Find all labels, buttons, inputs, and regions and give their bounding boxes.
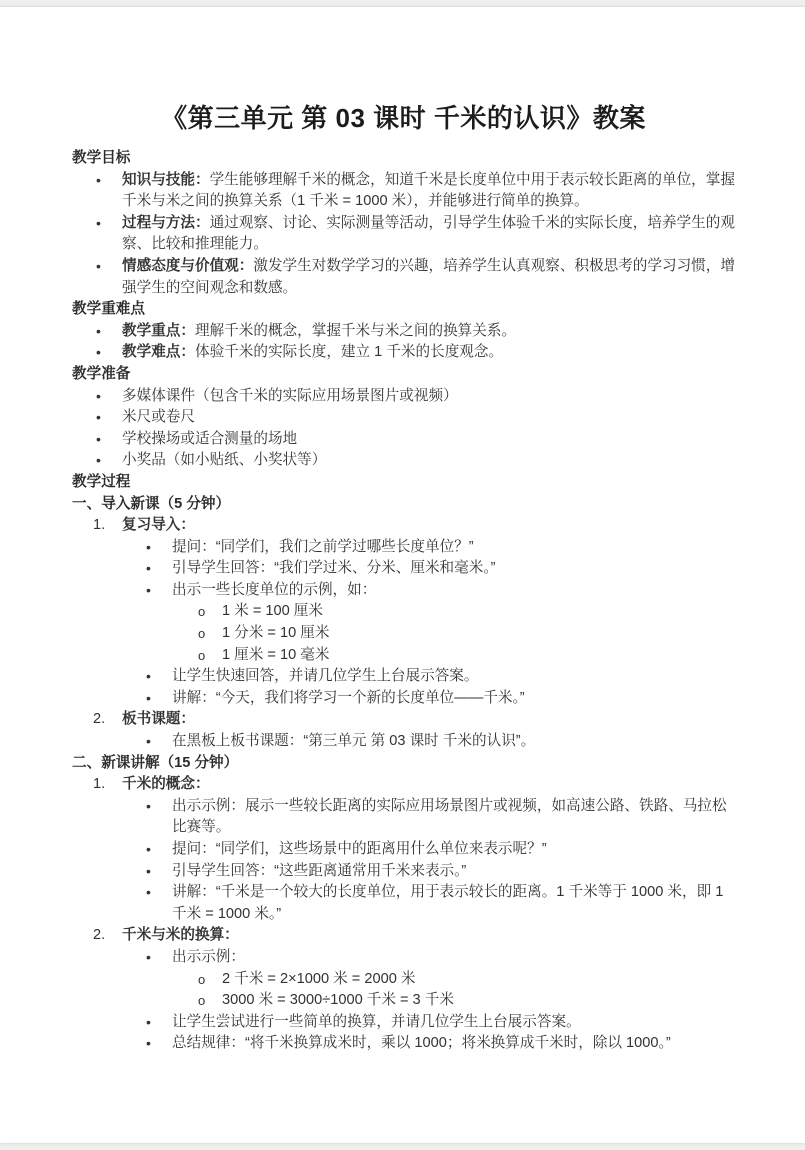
item-text: 学校操场或适合测量的场地 [122,430,298,447]
item-label: 知识与技能： [122,171,210,188]
item-label: 千米的概念： [122,776,210,793]
list-item [72,882,735,925]
item-text: 出示示例： [172,948,245,965]
item-content [72,774,735,796]
bullet-icon: • [96,344,101,361]
item-content [72,407,735,429]
item-text: 3000 米 = 3000÷1000 千米 = 3 千米 [222,992,454,1009]
subsection-heading: 二、新课讲解（15 分钟） [72,754,239,771]
list-item [72,796,735,839]
item-text: 体验千米的实际长度，建立 1 千米的长度观念。 [194,344,504,361]
list-item [72,558,735,580]
item-label: 情感态度与价值观： [122,257,254,274]
list-item [72,601,735,623]
item-content [72,947,735,969]
list-item [72,537,735,559]
item-label: 教学重点： [122,322,195,339]
item-text: 米尺或卷尺 [122,409,195,426]
list-item [72,623,735,645]
subsection-heading: 一、导入新课（5 分钟） [72,495,231,512]
item-text: 让学生尝试进行一些简单的换算，并请几位学生上台展示答案。 [172,1013,581,1030]
item-content [72,645,735,667]
item-content [72,170,735,213]
circle-icon: o [198,971,206,987]
list-item [72,1012,735,1034]
item-content [72,601,735,623]
bullet-icon: • [96,430,101,447]
item-text: 引导学生回答：“我们学过米、分米、厘米和毫米。” [172,560,496,577]
section-heading: 教学过程 [72,473,131,490]
item-text: 让学生快速回答，并请几位学生上台展示答案。 [172,668,479,685]
item-content [72,450,735,472]
circle-icon: o [198,993,206,1009]
item-label: 千米与米的换算： [122,927,239,944]
item-content [72,213,735,256]
list-item [72,407,735,429]
item-text: 在黑板上板书课题：“第三单元 第 03 课时 千米的认识”。 [172,733,536,750]
item-content [72,666,735,688]
item-content [72,558,735,580]
item-content [72,688,735,710]
item-text: 总结规律：“将千米换算成米时，乘以 1000；将米换算成千米时，除以 1000。” [172,1035,671,1052]
list-item [72,947,735,969]
bullet-icon: • [146,862,151,879]
item-content [72,623,735,645]
bullet-icon: • [96,452,101,469]
list-item [72,774,735,796]
item-content [72,580,735,602]
document-title: 《第三单元 第 03 课时 千米的认识》教案 [161,103,646,133]
bullet-icon: • [146,884,151,901]
bullet-icon: • [146,538,151,555]
list-item [72,969,735,991]
item-text: 讲解：“千米是一个较大的长度单位，用于表示较长的距离。1 千米等于 1000 米，即 1 千米 = 1000 米。” [172,884,724,922]
bullet-icon: • [146,689,151,706]
item-content [72,990,735,1012]
list-item [72,688,735,710]
item-content [72,321,735,343]
list-item [72,666,735,688]
item-content [72,796,735,839]
item-text: 1 分米 = 10 厘米 [222,625,330,642]
bullet-icon: • [146,733,151,750]
list-item [72,213,735,256]
item-content [72,1033,735,1055]
list-item [72,839,735,861]
item-content [72,256,735,299]
bullet-icon: • [146,1013,151,1030]
item-text: 提问：“同学们，这些场景中的距离用什么单位来表示呢？” [172,841,547,857]
bullet-icon: • [146,581,151,598]
item-text: 1 厘米 = 10 毫米 [222,646,330,663]
bullet-icon: • [96,409,101,426]
circle-icon: o [198,647,206,663]
circle-icon: o [198,626,206,642]
list-item [72,990,735,1012]
item-content [72,386,735,408]
bullet-icon: • [146,841,151,857]
item-label: 过程与方法： [122,214,210,231]
item-label: 复习导入： [122,517,195,534]
item-number: 1. [93,517,106,534]
list-item [72,429,735,451]
item-content [72,882,735,925]
bullet-icon: • [146,1035,151,1052]
bullet-icon: • [146,797,151,814]
bullet-icon: • [96,387,101,404]
item-text: 多媒体课件（包含千米的实际应用场景图片或视频） [122,387,458,404]
item-text: 2 千米 = 2×1000 米 = 2000 米 [222,970,416,987]
item-content [72,515,735,537]
item-text: 通过观察、讨论、实际测量等活动，引导学生体验千米的实际长度，培养学生的观察、比较和推理能力。 [122,214,735,253]
list-item [72,645,735,667]
item-content [72,1012,735,1034]
bullet-icon: • [146,948,151,965]
item-content [72,839,735,861]
item-text: 1 米 = 100 厘米 [222,603,323,620]
item-content [72,342,735,364]
item-content [72,969,735,991]
circle-icon: o [198,604,206,620]
list-item [72,925,735,947]
list-item [72,1033,735,1055]
list-item [72,731,735,753]
bullet-icon: • [146,560,151,577]
item-text: 引导学生回答：“这些距离通常用千米来表示。” [172,862,467,879]
item-text: 理解千米的概念，掌握千米与米之间的换算关系。 [194,322,517,339]
list-item [72,386,735,408]
bullet-icon: • [96,322,101,339]
list-item [72,515,735,537]
item-content [72,709,735,731]
document-body [72,148,735,1055]
list-item [72,450,735,472]
item-text: 学生能够理解千米的概念，知道千米是长度单位中用于表示较长距离的单位，掌握千米与米之间的换算关系（1 千米 = 1000 米），并能够进行简单的换算。 [122,171,735,210]
list-item [72,170,735,213]
item-number: 2. [93,711,106,728]
item-label: 板书课题： [122,711,195,728]
item-text: 激发学生对数学学习的兴趣，培养学生认真观察、积极思考的学习习惯，增强学生的空间观念和数感。 [122,257,735,296]
item-text: 出示示例：展示一些较长距离的实际应用场景图片或视频，如高速公路、铁路、马拉松比赛等。 [172,797,727,836]
list-item [72,580,735,602]
item-text: 出示一些长度单位的示例，如： [172,581,377,598]
bullet-icon: • [96,214,101,231]
item-content [72,731,735,753]
section-heading: 教学目标 [72,150,131,166]
item-content [72,537,735,559]
bullet-icon: • [96,171,101,188]
document-page [0,7,805,1143]
list-item [72,709,735,731]
list-item [72,342,735,364]
section-heading: 教学准备 [72,365,131,382]
item-label: 教学难点： [122,344,195,361]
bullet-icon: • [146,668,151,685]
section-heading: 教学重难点 [72,301,145,318]
list-item [72,256,735,299]
item-content [72,429,735,451]
item-content [72,861,735,883]
item-text: 提问：“同学们，我们之前学过哪些长度单位？” [172,538,474,555]
item-text: 小奖品（如小贴纸、小奖状等） [122,452,327,469]
item-number: 1. [93,776,106,793]
list-item [72,321,735,343]
item-text: 讲解：“今天，我们将学习一个新的长度单位——千米。” [172,689,525,706]
list-item [72,861,735,883]
bullet-icon: • [96,257,101,274]
item-number: 2. [93,927,106,944]
item-content [72,925,735,947]
